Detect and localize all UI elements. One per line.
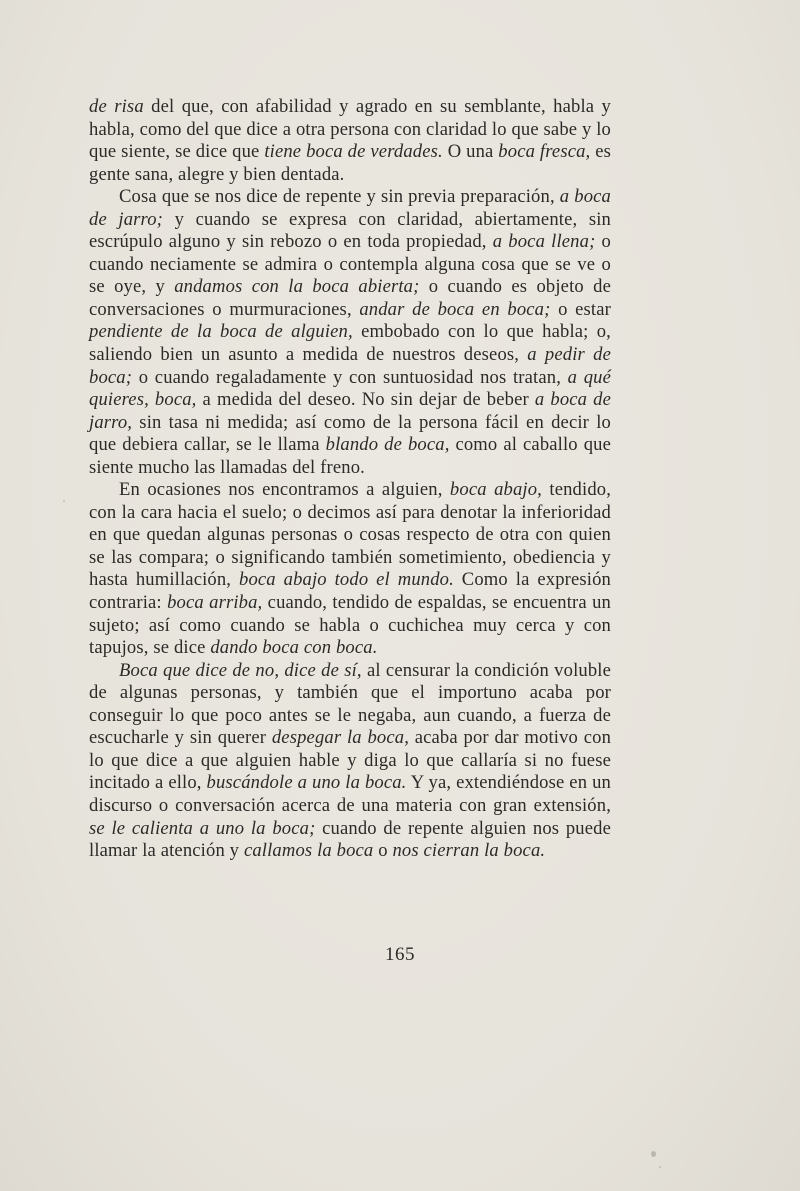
text-run: En ocasiones nos encontramos a alguien, [119,479,450,501]
body-text [89,96,611,863]
text-run: O una [442,141,499,163]
paragraph-3 [89,479,611,659]
text-run: sin tasa ni medida; así como de la persona fácil en decir lo que debiera callar, se le llama [89,411,611,456]
text-run: es gente sana, alegre y bien dentada. [89,141,612,185]
italic-phrase: se le calienta a uno la boca; [89,817,316,839]
italic-phrase: blando de boca, [325,434,450,456]
text-run: a medida del deseo. No sin dejar de beber [196,389,535,411]
paper-speck [63,500,65,502]
text-run: Y ya, extendiéndose en un discurso o conversación acerca de una materia con gran extensión, [89,772,611,816]
italic-phrase: callamos la boca [243,840,374,862]
italic-phrase: a pedir de boca; [89,344,611,388]
italic-phrase: andamos con la boca abierta; [174,276,420,298]
italic-phrase: andar de boca en boca; [359,298,551,320]
paragraph-4 [89,660,611,863]
text-run: o cuando neciamente se admira o contempla alguna cosa que se ve o se oye, y [89,231,611,298]
italic-phrase: a boca llena; [492,231,596,253]
paragraph-2 [89,186,611,479]
italic-phrase: a boca de jarro, [89,389,611,433]
text-run: tendido, con la cara hacia el suelo; o decimos así para denotar la inferioridad en que quedan algunas personas o cosas respecto de otra con quien se las compara; o significando también sometimiento, obediencia y hasta humillación, [89,479,612,591]
page-number: 165 [385,944,415,965]
text-run: cuando, tendido de espaldas, se encuentra un sujeto; así como cuando se habla o cuchichea muy cerca y con tapujos, se dice [89,592,611,659]
text-run: o cuando es objeto de conversaciones o murmuraciones, [89,276,611,320]
italic-phrase: buscándole a uno la boca. [206,772,407,794]
italic-phrase: de risa [89,96,144,117]
italic-phrase: boca abajo todo el mundo. [239,569,454,591]
italic-phrase: pendiente de la boca de alguien, [89,321,353,343]
italic-phrase: dando boca con boca. [210,637,378,659]
italic-phrase: boca arriba, [167,592,263,614]
text-run: al censurar la condición voluble de algunas personas, y también que el importuno acaba por conseguir lo que poco antes se le negaba, aun cuando, a fuerza de escucharle y sin querer [89,659,612,749]
text-run: embobado con lo que habla; o, saliendo bien un asunto a medida de nuestros deseos, [89,321,611,366]
italic-phrase: tiene boca de verdades. [264,141,443,163]
italic-phrase: a qué quieres, boca, [89,366,611,411]
italic-phrase: despegar la boca, [271,727,409,749]
text-run: o estar [550,298,611,320]
text-run: acaba por dar motivo con lo que dice a que alguien hable y diga lo que callaría si no fuese incitado a ello, [89,727,612,794]
text-run: y cuando se expresa con claridad, abiertamente, sin escrúpulo alguno y sin rebozo o en toda propiedad, [89,208,611,253]
text-run: del que, con afabilidad y agrado en su semblante, habla y habla, como del que dice a otra persona con claridad lo que sabe y lo que siente, se dice que [89,96,612,163]
italic-phrase: Boca que dice de no, dice de sí, [119,659,362,681]
text-run: Cosa que se nos dice de repente y sin previa preparación, [119,186,560,208]
paragraph-1 [89,96,611,186]
text-run: cuando de repente alguien nos puede llamar la atención y [89,817,612,862]
text-run: como al caballo que siente mucho las llamadas del freno. [89,434,612,478]
italic-phrase: a boca de jarro; [89,186,611,230]
paper-speck [659,1166,661,1168]
italic-phrase: boca abajo, [449,479,542,501]
text-run: o [373,840,393,862]
italic-phrase: nos cierran la boca. [392,840,546,862]
paper-speck [651,1151,656,1157]
italic-phrase: boca fresca, [498,141,591,163]
text-run: Como la expresión contraria: [89,569,611,614]
text-run: o cuando regaladamente y con suntuosidad nos tratan, [132,366,568,388]
